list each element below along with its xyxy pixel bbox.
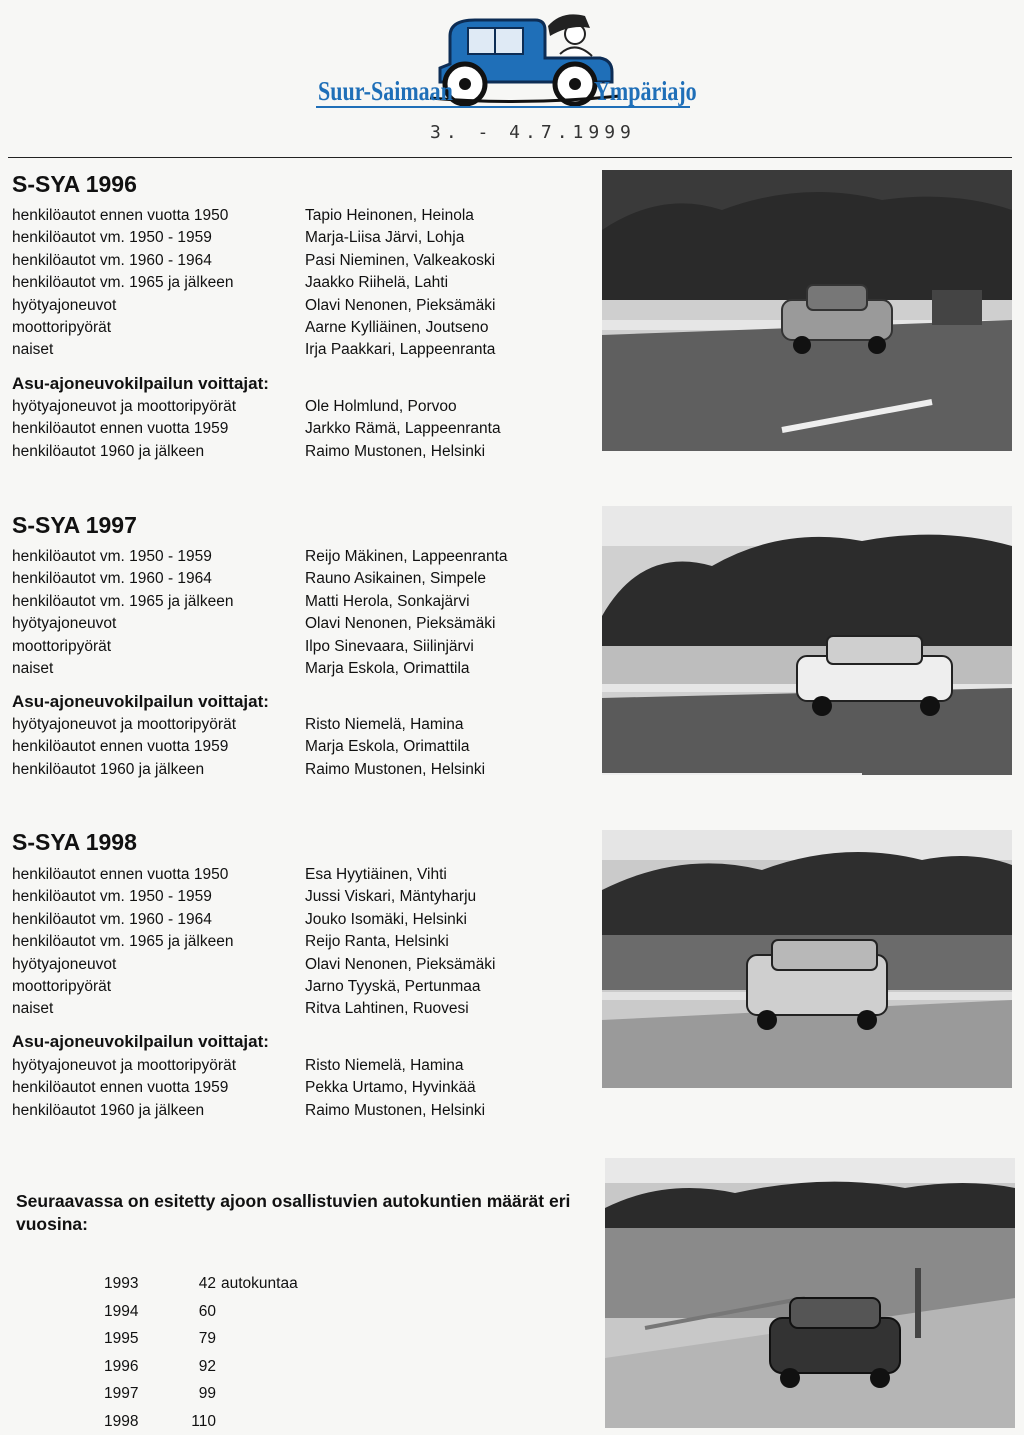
section-title-1996: S-SYA 1996 xyxy=(12,171,137,198)
participants-heading: Seuraavassa on esitetty ajoon osallistuvien autokuntien määrät eri vuosina: xyxy=(16,1190,576,1236)
category: henkilöautot vm. 1965 ja jälkeen xyxy=(12,931,305,953)
count-row xyxy=(104,1325,298,1353)
winner-row xyxy=(12,976,572,998)
winner: Rauno Asikainen, Simpele xyxy=(305,568,572,590)
winner: Risto Niemelä, Hamina xyxy=(305,1055,572,1077)
category: hyötyajoneuvot ja moottoripyörät xyxy=(12,396,305,418)
category: henkilöautot ennen vuotta 1959 xyxy=(12,736,305,758)
year: 1997 xyxy=(104,1380,164,1408)
winner: Risto Niemelä, Hamina xyxy=(305,714,572,736)
costume-winners-1996 xyxy=(12,396,572,463)
winner: Aarne Kylliäinen, Joutseno xyxy=(305,317,572,339)
count-row xyxy=(104,1408,298,1435)
count-row xyxy=(104,1298,298,1326)
count: 99 xyxy=(164,1380,216,1408)
category: naiset xyxy=(12,998,305,1020)
costume-heading-1997: Asu-ajoneuvokilpailun voittajat: xyxy=(12,692,269,712)
costume-heading-1996: Asu-ajoneuvokilpailun voittajat: xyxy=(12,374,269,394)
winner-row xyxy=(12,658,572,680)
count: 60 xyxy=(164,1298,216,1326)
category: hyötyajoneuvot ja moottoripyörät xyxy=(12,1055,305,1077)
winner: Reijo Mäkinen, Lappeenranta xyxy=(305,546,572,568)
winner: Ritva Lahtinen, Ruovesi xyxy=(305,998,572,1020)
category: henkilöautot ennen vuotta 1950 xyxy=(12,864,305,886)
winner: Raimo Mustonen, Helsinki xyxy=(305,1100,572,1122)
year: 1998 xyxy=(104,1408,164,1435)
year: 1994 xyxy=(104,1298,164,1326)
winner: Olavi Nenonen, Pieksämäki xyxy=(305,613,572,635)
count: 42 xyxy=(164,1270,216,1298)
count: 79 xyxy=(164,1325,216,1353)
category: henkilöautot 1960 ja jälkeen xyxy=(12,759,305,781)
winner-row xyxy=(12,591,572,613)
year: 1993 xyxy=(104,1270,164,1298)
category: henkilöautot 1960 ja jälkeen xyxy=(12,1100,305,1122)
winner-row xyxy=(12,339,572,361)
logo-text-right: Ympäriajo xyxy=(594,75,697,108)
photo-car-4 xyxy=(605,1158,1015,1428)
winner: Jouko Isomäki, Helsinki xyxy=(305,909,572,931)
winner-row xyxy=(12,636,572,658)
winner: Jaakko Riihelä, Lahti xyxy=(305,272,572,294)
category: hyötyajoneuvot xyxy=(12,954,305,976)
winner: Olavi Nenonen, Pieksämäki xyxy=(305,954,572,976)
winner: Jussi Viskari, Mäntyharju xyxy=(305,886,572,908)
costume-winners-1997 xyxy=(12,714,572,781)
winner: Jarno Tyyskä, Pertunmaa xyxy=(305,976,572,998)
category: henkilöautot ennen vuotta 1959 xyxy=(12,418,305,440)
winner-row xyxy=(12,1055,572,1077)
category: henkilöautot ennen vuotta 1950 xyxy=(12,205,305,227)
category: moottoripyörät xyxy=(12,976,305,998)
photo-car-2 xyxy=(602,506,1012,775)
category: henkilöautot vm. 1960 - 1964 xyxy=(12,568,305,590)
winner: Pasi Nieminen, Valkeakoski xyxy=(305,250,572,272)
count: 92 xyxy=(164,1353,216,1381)
winner-row xyxy=(12,1100,572,1122)
winner-row xyxy=(12,205,572,227)
header xyxy=(0,0,1024,160)
winner: Marja Eskola, Orimattila xyxy=(305,658,572,680)
winner: Ilpo Sinevaara, Siilinjärvi xyxy=(305,636,572,658)
category: moottoripyörät xyxy=(12,636,305,658)
winner-row xyxy=(12,317,572,339)
winner: Olavi Nenonen, Pieksämäki xyxy=(305,295,572,317)
winner: Irja Paakkari, Lappeenranta xyxy=(305,339,572,361)
year: 1995 xyxy=(104,1325,164,1353)
winners-list-1997 xyxy=(12,546,572,680)
winner-row xyxy=(12,613,572,635)
winner: Esa Hyytiäinen, Vihti xyxy=(305,864,572,886)
winner-row xyxy=(12,227,572,249)
winner-row xyxy=(12,931,572,953)
winner: Jarkko Rämä, Lappeenranta xyxy=(305,418,572,440)
photo-car-3 xyxy=(602,830,1012,1088)
photo-car-1 xyxy=(602,170,1012,451)
winner-row xyxy=(12,441,572,463)
winner-row xyxy=(12,909,572,931)
winner-row xyxy=(12,1077,572,1099)
winner: Marja Eskola, Orimattila xyxy=(305,736,572,758)
count-unit: autokuntaa xyxy=(216,1270,298,1298)
category: henkilöautot vm. 1950 - 1959 xyxy=(12,886,305,908)
event-date: 3. - 4.7.1999 xyxy=(430,122,636,143)
category: hyötyajoneuvot ja moottoripyörät xyxy=(12,714,305,736)
winner: Reijo Ranta, Helsinki xyxy=(305,931,572,953)
winner-row xyxy=(12,886,572,908)
count-row xyxy=(104,1270,298,1298)
costume-heading-1998: Asu-ajoneuvokilpailun voittajat: xyxy=(12,1032,269,1052)
category: henkilöautot vm. 1960 - 1964 xyxy=(12,250,305,272)
participants-table xyxy=(104,1270,298,1435)
category: hyötyajoneuvot xyxy=(12,295,305,317)
winner-row xyxy=(12,759,572,781)
header-divider xyxy=(8,157,1012,158)
category: henkilöautot vm. 1960 - 1964 xyxy=(12,909,305,931)
winner: Ole Holmlund, Porvoo xyxy=(305,396,572,418)
category: henkilöautot vm. 1965 ja jälkeen xyxy=(12,272,305,294)
winner-row xyxy=(12,714,572,736)
category: naiset xyxy=(12,339,305,361)
year: 1996 xyxy=(104,1353,164,1381)
costume-winners-1998 xyxy=(12,1055,572,1122)
winner: Marja-Liisa Järvi, Lohja xyxy=(305,227,572,249)
winner: Raimo Mustonen, Helsinki xyxy=(305,441,572,463)
category: henkilöautot vm. 1965 ja jälkeen xyxy=(12,591,305,613)
category: henkilöautot vm. 1950 - 1959 xyxy=(12,546,305,568)
winner-row xyxy=(12,568,572,590)
winner-row xyxy=(12,546,572,568)
winner-row xyxy=(12,418,572,440)
category: naiset xyxy=(12,658,305,680)
winner-row xyxy=(12,295,572,317)
winner-row xyxy=(12,250,572,272)
winner-row xyxy=(12,998,572,1020)
category: henkilöautot 1960 ja jälkeen xyxy=(12,441,305,463)
count-row xyxy=(104,1380,298,1408)
category: moottoripyörät xyxy=(12,317,305,339)
section-title-1997: S-SYA 1997 xyxy=(12,512,137,539)
category: henkilöautot ennen vuotta 1959 xyxy=(12,1077,305,1099)
winners-list-1996 xyxy=(12,205,572,362)
winner-row xyxy=(12,954,572,976)
winner: Raimo Mustonen, Helsinki xyxy=(305,759,572,781)
winners-list-1998 xyxy=(12,864,572,1021)
winner: Matti Herola, Sonkajärvi xyxy=(305,591,572,613)
winner: Tapio Heinonen, Heinola xyxy=(305,205,572,227)
category: hyötyajoneuvot xyxy=(12,613,305,635)
winner-row xyxy=(12,736,572,758)
winner-row xyxy=(12,272,572,294)
count: 110 xyxy=(164,1408,216,1435)
logo-underline xyxy=(316,106,690,108)
winner-row xyxy=(12,864,572,886)
logo-text-left: Suur-Saimaan xyxy=(318,75,453,108)
count-row xyxy=(104,1353,298,1381)
winner: Pekka Urtamo, Hyvinkää xyxy=(305,1077,572,1099)
section-title-1998: S-SYA 1998 xyxy=(12,829,137,856)
winner-row xyxy=(12,396,572,418)
category: henkilöautot vm. 1950 - 1959 xyxy=(12,227,305,249)
